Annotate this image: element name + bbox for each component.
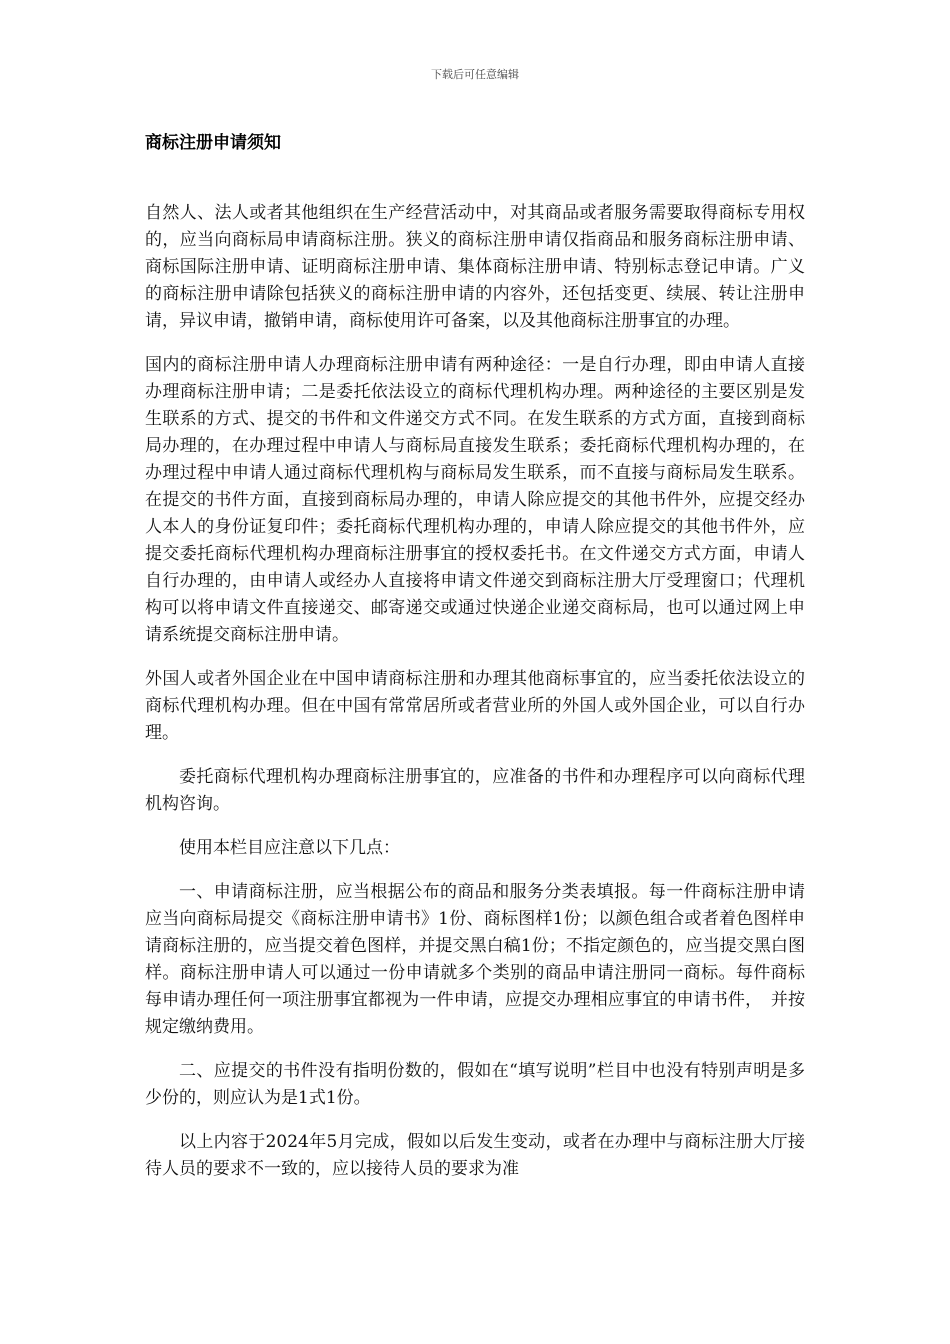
document-body <box>145 200 805 1200</box>
paragraph-domestic-channels: 国内的商标注册申请人办理商标注册申请有两种途径：一是自行办理，即由申请人直接办理商标注册申请；二是委托依法设立的商标代理机构办理。两种途径的主要区别是发生联系的方式、提交的书件和文件递交方式不同。在发生联系的方式方面，直接到商标局办理的，在办理过程中申请人与商标局直接发生联系；委托商标代理机构办理的，在办理过程中申请人通过商标代理机构与商标局发生联系，而不直接与商标局发生联系。在提交的书件方面，直接到商标局办理的，申请人除应提交的其他书件外，应提交经办人本人的身份证复印件；委托商标代理机构办理的，申请人除应提交的其他书件外，应提交委托商标代理机构办理商标注册事宜的授权委托书。在文件递交方式方面，申请人自行办理的，由申请人或经办人直接将申请文件递交到商标注册大厅受理窗口；代理机构可以将申请文件直接递交、邮寄递交或通过快递企业递交商标局，也可以通过网上申请系统提交商标注册申请。 <box>145 355 805 645</box>
document-title: 商标注册申请须知 <box>145 133 281 153</box>
paragraph-overview: 自然人、法人或者其他组织在生产经营活动中，对其商品或者服务需要取得商标专用权的，应当向商标局申请商标注册。狭义的商标注册申请仅指商品和服务商标注册申请、商标国际注册申请、证明商标注册申请、集体商标注册申请、特别标志登记申请。广义的商标注册申请除包括狭义的商标注册申请的内容外，还包括变更、续展、转让注册申请，异议申请，撤销申请，商标使用许可备案，以及其他商标注册事宜的办理。 <box>145 203 805 331</box>
paragraph-foreign-applicants: 外国人或者外国企业在中国申请商标注册和办理其他商标事宜的，应当委托依法设立的商标代理机构办理。但在中国有常常居所或者营业所的外国人或外国企业，可以自行办理。 <box>145 669 805 743</box>
paragraph-usage-notes-intro: 使用本栏目应注意以下几点： <box>179 838 400 858</box>
paragraph-agency-consult: 委托商标代理机构办理商标注册事宜的，应准备的书件和办理程序可以向商标代理机构咨询。 <box>145 767 805 814</box>
paragraph-closing-note: 以上内容于2024年5月完成，假如以后发生变动，或者在办理中与商标注册大厅接待人员的要求不一致的，应以接待人员的要求为准 <box>145 1132 805 1179</box>
header-note: 下载后可任意编辑 <box>431 68 519 81</box>
paragraph-note-one: 一、申请商标注册，应当根据公布的商品和服务分类表填报。每一件商标注册申请应当向商标局提交《商标注册申请书》1份、商标图样1份；以颜色组合或者着色图样申请商标注册的，应当提交着色图样，并提交黑白稿1份；不指定颜色的，应当提交黑白图样。商标注册申请人可以通过一份申请就多个类别的商品申请注册同一商标。每件商标每申请办理任何一项注册事宜都视为一件申请，应提交办理相应事宜的申请书件， 并按规定缴纳费用。 <box>145 882 805 1037</box>
paragraph-note-two: 二、应提交的书件没有指明份数的，假如在“填写说明”栏目中也没有特别声明是多少份的，则应认为是1式1份。 <box>145 1061 805 1108</box>
